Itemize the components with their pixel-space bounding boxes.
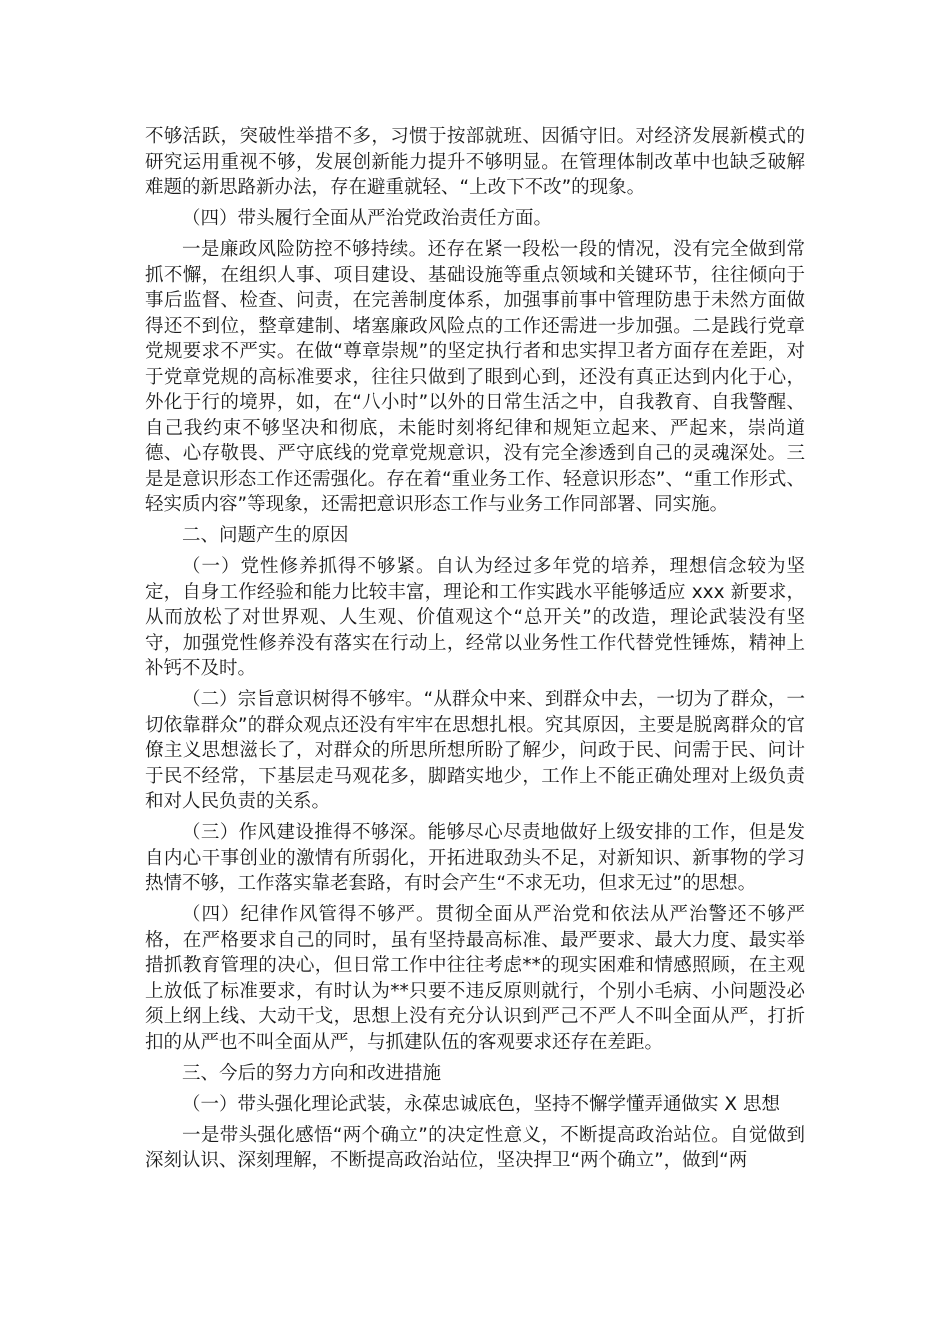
paragraph-integrity-risk: 一是廉政风险防控不够持续。还存在紧一段松一段的情况，没有完全做到常抓不懈，在组织人事、项目建设、基础设施等重点领域和关键环节，往往倾向于事后监督、检查、问责，在完善制度体系，加强事前事中管理防患于未然方面做得还不到位，整章建制、堵塞廉政风险点的工作还需进一步加强。二是践行党章党规要求不严实。在做“尊章崇规”的坚定执行者和忠实捍卫者方面存在差距，对于党章党规的高标准要求，往往只做到了眼到心到，还没有真正达到内化于心，外化于行的境界，如，在“八小时”以外的日常生活之中，自我教育、自我警醒、自己我约束不够坚决和彻底，未能时刻将纪律和规矩立起来、严起来，崇尚道德、心存敬畏、严守底线的党章党规意识，没有完全渗透到自己的灵魂深处。三是是意识形态工作还需强化。存在着“重业务工作、轻意识形态”、“重工作形式、轻实质内容”等现象，还需把意识形态工作与业务工作同部署、同实施。	[145, 239, 805, 515]
section-heading-improvements: 三、今后的努力方向和改进措施	[182, 1062, 442, 1084]
paragraph-discipline: （四）纪律作风管得不够严。贯彻全面从严治党和依法从严治警还不够严格，在严格要求自己的同时，虽有坚持最高标准、最严要求、最大力度、最实举措抓教育管理的决心，但日常工作中往往考虑**的现实困难和情感照顾，在主观上放低了标准要求，有时认为**只要不违反原则就行，个别小毛病、小问题没必须上纲上线、大动干戈，思想上没有充分认识到严己不严人不叫全面从严，打折扣的从严也不叫全面从严，与抓建队伍的客观要求还存在差距。	[145, 904, 805, 1053]
paragraph-economy-innovation: 不够活跃，突破性举措不多，习惯于按部就班、因循守旧。对经济发展新模式的研究运用重视不够，发展创新能力提升不够明显。在管理体制改革中也缺乏破解难题的新思路新办法，存在避重就轻、“上改下不改”的现象。	[145, 126, 805, 198]
paragraph-two-establishments: 一是带头强化感悟“两个确立”的决定性意义，不断提高政治站位。自觉做到深刻认识、深刻理解，不断提高政治站位，坚决捍卫“两个确立”，做到“两	[145, 1124, 805, 1171]
section-heading-causes: 二、问题产生的原因	[182, 525, 349, 546]
paragraph-party-spirit: （一）党性修养抓得不够紧。自认为经过多年党的培养，理想信念较为坚定，自身工作经验和能力比较丰富，理论和工作实践水平能够适应 xxx 新要求，从而放松了对世界观、人生观、价值观这个“总开关”的改造，理论武装没有坚守，加强党性修养没有落实在行动上，经常以业务性工作代替党性锤炼，精神上补钙不及时。	[145, 556, 805, 679]
document-page	[145, 124, 805, 1179]
paragraph-purpose-awareness: （二）宗旨意识树得不够牢。“从群众中来、到群众中去，一切为了群众，一切依靠群众”的群众观点还没有牢牢在思想扎根。究其原因，主要是脱离群众的官僚主义思想滋长了，对群众的所思所想所盼了解少，问政于民、问需于民、问计于民不经常，下基层走马观花多，脚踏实地少，工作上不能正确处理对上级负责和对人民负责的关系。	[145, 689, 805, 812]
paragraph-work-style: （三）作风建设推得不够深。能够尽心尽责地做好上级安排的工作，但是发自内心干事创业的激情有所弱化，开拓进取劲头不足，对新知识、新事物的学习热情不够，工作落实靠老套路，有时会产生“不求无功，但求无过”的思想。	[145, 822, 805, 894]
subheading-theory-study: （一）带头强化理论武装，永葆忠诚底色，坚持不懈学懂弄通做实 X 思想	[182, 1093, 780, 1115]
subheading-party-responsibility: （四）带头履行全面从严治党政治责任方面。	[182, 208, 553, 229]
